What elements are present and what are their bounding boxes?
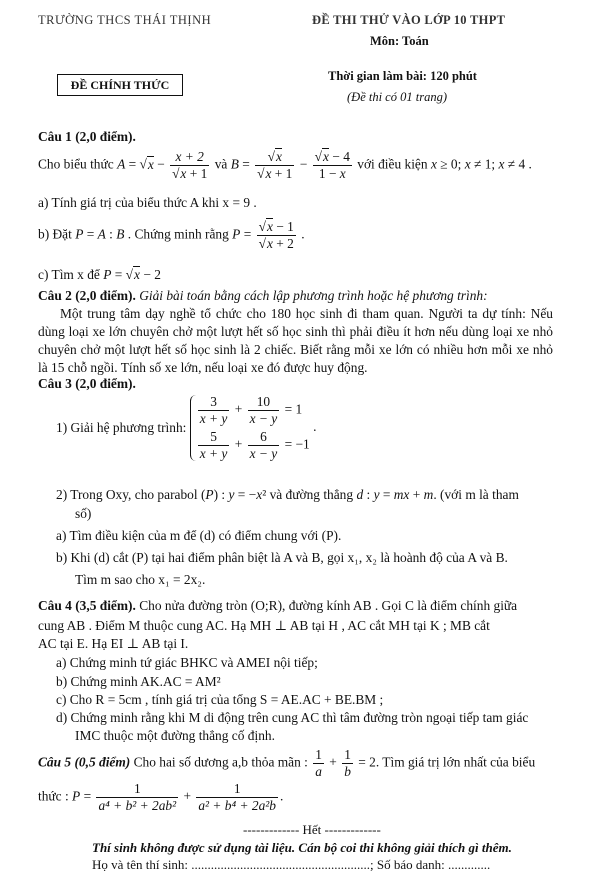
candidate-line: Họ và tên thí sinh: .......................................................; Số báo danh: ............. [92,857,491,872]
exam-title: ĐỀ THI THỬ VÀO LỚP 10 THPT [312,13,506,27]
q1-and: và [214,156,228,172]
q4-line2: cung AB . Điểm M thuộc cung AC. Hạ MH ⊥ AB tại H , AC cắt MH tại K ; MB cắt [38,618,490,633]
q3-title: Câu 3 (2,0 điểm). [38,376,136,391]
q4-part-b: b) Chứng minh AK.AC = AM² [56,674,221,689]
q5-title: Câu 5 (0,5 điểm) [38,754,131,770]
q3-p2-a: 2) Trong Oxy, cho parabol [56,487,198,502]
time-limit: Thời gian làm bài: 120 phút [328,69,477,83]
q4-title: Câu 4 (3,5 điểm). [38,598,136,613]
q4-part-d2: IMC thuộc một đường thẳng cố định. [75,728,275,743]
school-name: TRƯỜNG THCS THÁI THỊNH [38,13,212,27]
q3-p2-b: và đường thẳng [269,487,354,502]
q3-part-b: b) Khi (d) cắt (P) tại hai điểm phân biệt là A và B, gọi x₁, x₂ là hoành độ của A và B. [56,550,508,565]
q1-part-c: c) Tìm x để P = √x − 2 [38,267,161,282]
q3-system: 1) Giải hệ phương trình: $\frac{3}{x + y}$ + $\frac{10}{x - y}$ = 1 $\frac{5}{x + y}$ + $\frac{6}{x - y}$ = −1 . [56,394,317,461]
official-label: ĐỀ CHÍNH THỨC [57,74,183,96]
q5-line2-text: thức : [38,788,69,804]
end-marker: ------------- Hết ------------- [243,822,381,837]
q3-part-a: a) Tìm điều kiện của m để (d) có điểm chung với (P). [56,528,342,543]
subject: Môn: Toán [370,34,429,48]
q1-part-b: b) Đặt P = A : B . Chứng minh rằng P = $\frac{√x - 1}{√x + 2}$ . [38,219,305,251]
exam-note: Thí sinh không được sử dụng tài liệu. Cán bộ coi thi không giải thích gì thêm. [92,840,512,855]
q3-part1: 1) Giải hệ phương trình: [56,420,187,436]
q2-title: Câu 2 (2,0 điểm). [38,288,136,303]
q2-instruction: Giải bài toán bằng cách lập phương trình hoặc hệ phương trình: [139,288,488,303]
q1-condition: với điều kiện [357,156,428,172]
q1-title: Câu 1 (2,0 điểm). [38,129,136,144]
q5-line1b: = 2. Tìm giá trị lớn nhất của biểu [358,754,536,770]
q3-part-b2: Tìm m sao cho x₁ = 2x₂. [75,572,206,587]
q3-p2-d: số) [75,506,92,521]
q1-intro: Cho biểu thức [38,156,114,172]
q4-line3: AC tại E. Hạ EI ⊥ AB tại I. [38,636,189,651]
q3-part2: 2) Trong Oxy, cho parabol (P) : y = −x² và đường thẳng d : y = mx + m. (với m là tham [56,487,519,502]
q4-part-d1: d) Chứng minh rằng khi M di động trên cung AC thì tâm đường tròn ngoại tiếp tam giác [56,710,529,725]
q5-line2: thức : P = $\frac{1}{\text{a⁴ + b² + 2ab²}}$ + $\frac{1}{\text{a² + b⁴ + 2a²b}}$ . [38,781,284,813]
q1-part-a: a) Tính giá trị của biểu thức A khi x = 9 . [38,195,257,210]
q4-line1 [38,597,517,615]
q4-line1-text: Cho nửa đường tròn (O;R), đường kính AB . Gọi C là điểm chính giữa [139,598,518,613]
q2-title-line [38,287,488,305]
q4-part-c: c) Cho R = 5cm , tính giá trị của tổng S = AE.AC + BE.BM ; [56,692,384,707]
q3-p2-c: (với m là tham [440,487,519,502]
q1-b-pre: b) Đặt [38,226,72,242]
q1-c-text: c) Tìm x để [38,267,100,282]
q1-b-mid: . Chứng minh rằng [127,226,229,242]
q5-line1: Câu 5 (0,5 điểm) Cho hai số dương a,b thỏa mãn : $\frac{1}{a}$ + $\frac{1}{b}$ = 2. Tìm giá trị lớn nhất của biểu [38,747,536,779]
q4-part-a: a) Chứng minh tứ giác BHKC và AMEI nội tiếp; [56,655,318,670]
q1-expression: Cho biểu thức A = √x − $\frac{x + 2}{√x + 1}$ và B = $\frac{√x}{√x + 1}$ − $\frac{√x - 4}{1 - x}$ với điều kiện x ≥ 0; x ≠ 1; x ≠ 4 . [38,149,532,181]
page-count: (Đề thi có 01 trang) [347,90,447,104]
q5-line1a: Cho hai số dương a,b thỏa mãn : [133,754,308,770]
q2-body: Một trung tâm dạy nghề tổ chức cho 180 học sinh đi tham quan. Người ta dự tính: Nếu dùng loại xe lớn chuyên chở một lượt hết số học sinh thì phải điều ít hơn nếu dùng loại xe nhỏ chuyên chở một lượt hết số học sinh là 2 chiếc. Biết rằng mỗi xe lớn có nhiều hơn mỗi xe nhỏ là 15 chỗ ngồi. Tính số xe lớn, nếu loại xe đó được huy động. [38,306,553,376]
